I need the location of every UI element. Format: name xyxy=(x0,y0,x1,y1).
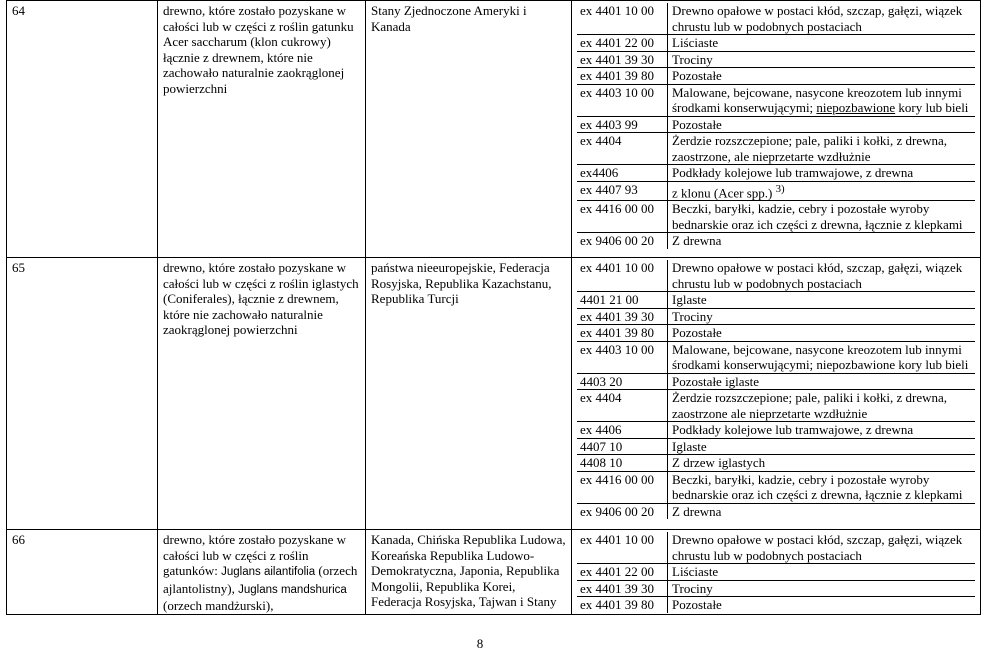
cn-description: Liściaste xyxy=(668,35,976,52)
row-number: 66 xyxy=(7,530,158,615)
row-number: 64 xyxy=(7,1,158,258)
code-row xyxy=(577,201,975,233)
row-countries: Stany Zjednoczone Ameryki i Kanada xyxy=(366,1,572,258)
species-name: Juglans ailantifolia xyxy=(221,566,316,578)
cn-description: Podkłady kolejowe lub tramwajowe, z drewna xyxy=(668,165,976,182)
code-row xyxy=(577,390,975,422)
code-row xyxy=(577,181,975,201)
code-row xyxy=(577,35,975,52)
codes-cell xyxy=(572,530,981,615)
cn-code: ex 4416 00 00 xyxy=(577,201,668,233)
cn-description: Z drzew iglastych xyxy=(668,455,976,472)
cn-code: ex 4404 xyxy=(577,390,668,422)
cn-code: ex 4401 39 30 xyxy=(577,308,668,325)
cn-code: 4408 10 xyxy=(577,455,668,472)
cn-description: Pozostałe xyxy=(668,597,976,613)
cn-code: ex 4416 00 00 xyxy=(577,471,668,503)
description-part: (orzech mandżurski), xyxy=(163,598,274,613)
cn-description: Żerdzie rozszczepione; pale, paliki i kołki, z drewna, zaostrzone ale nieprzetarte wzdłużnie xyxy=(668,390,976,422)
cn-description: Pozostałe xyxy=(668,68,976,85)
cn-description: Z drewna xyxy=(668,503,976,519)
cn-description: Podkłady kolejowe lub tramwajowe, z drewna xyxy=(668,422,976,439)
cn-description xyxy=(668,181,976,201)
cn-code: ex 4401 22 00 xyxy=(577,564,668,581)
code-row xyxy=(577,325,975,342)
codes-table xyxy=(577,260,975,519)
cn-code: 4403 20 xyxy=(577,373,668,390)
cn-description-part: Malowane, bejcowane, nasycone kreozotem lub innymi środkami konserwującymi; xyxy=(672,84,962,115)
code-row xyxy=(577,116,975,133)
code-row xyxy=(577,503,975,519)
cn-description-part: kory lub bieli xyxy=(895,100,969,115)
cn-code: ex4406 xyxy=(577,165,668,182)
code-row xyxy=(577,51,975,68)
cn-description: Malowane, bejcowane, nasycone kreozotem lub innymi środkami konserwującymi; niepozbawione kory lub bieli xyxy=(668,341,976,373)
cn-code: ex 4406 xyxy=(577,422,668,439)
code-row xyxy=(577,471,975,503)
cn-description: Beczki, baryłki, kadzie, cebry i pozostałe wyroby bednarskie oraz ich części z drewna, łącznie z klepkami xyxy=(668,471,976,503)
code-row xyxy=(577,580,975,597)
row-countries: Kanada, Chińska Republika Ludowa, Koreańska Republika Ludowo-Demokratyczna, Japonia, Republika Mongolii, Republika Korei, Federacja Rosyjska, Tajwan i Stany xyxy=(366,530,572,615)
code-row xyxy=(577,455,975,472)
cn-description xyxy=(668,84,976,116)
table-row-64 xyxy=(7,1,981,258)
row-description: drewno, które zostało pozyskane w całości lub w części z roślin iglastych (Coniferales), łącznie z drewnem, które nie zachowało naturalnie zaokrąglonej powierzchni xyxy=(158,258,366,530)
cn-code: ex 4401 22 00 xyxy=(577,35,668,52)
cn-description: Drewno opałowe w postaci kłód, szczap, gałęzi, wiązek chrustu lub w podobnych postaciach xyxy=(668,532,976,564)
code-row xyxy=(577,564,975,581)
cn-code: ex 4403 10 00 xyxy=(577,84,668,116)
cn-description: Trociny xyxy=(668,308,976,325)
codes-table xyxy=(577,3,975,249)
cn-code: ex 4401 10 00 xyxy=(577,260,668,292)
cn-code: ex 4407 93 xyxy=(577,181,668,201)
codes-table xyxy=(577,532,975,613)
row-number: 65 xyxy=(7,258,158,530)
cn-description: Pozostałe iglaste xyxy=(668,373,976,390)
cn-description: Trociny xyxy=(668,51,976,68)
code-row xyxy=(577,3,975,35)
description-part: drewno, które zostało pozyskane w całości lub w części z roślin gatunków: xyxy=(163,532,347,578)
cn-description: Żerdzie rozszczepione; pale, paliki i kołki, z drewna, zaostrzone, ale nieprzetarte wzdłużnie xyxy=(668,133,976,165)
codes-cell xyxy=(572,1,981,258)
cn-code: 4407 10 xyxy=(577,438,668,455)
cn-code: 4401 21 00 xyxy=(577,292,668,309)
cn-description: Trociny xyxy=(668,580,976,597)
code-row xyxy=(577,308,975,325)
cn-description: Drewno opałowe w postaci kłód, szczap, gałęzi, wiązek chrustu lub w podobnych postaciach xyxy=(668,260,976,292)
cn-description: Drewno opałowe w postaci kłód, szczap, gałęzi, wiązek chrustu lub w podobnych postaciach xyxy=(668,3,976,35)
cn-code: ex 4403 99 xyxy=(577,116,668,133)
code-row xyxy=(577,260,975,292)
code-row xyxy=(577,597,975,613)
cn-description-part: z klonu (Acer spp.) xyxy=(672,184,773,200)
code-row xyxy=(577,165,975,182)
cn-description: Liściaste xyxy=(668,564,976,581)
row-description xyxy=(158,530,366,615)
footnote-ref: 3) xyxy=(775,182,785,195)
cn-code: ex 4403 10 00 xyxy=(577,341,668,373)
code-row xyxy=(577,373,975,390)
cn-code: ex 4401 39 80 xyxy=(577,68,668,85)
cn-code: ex 9406 00 20 xyxy=(577,233,668,249)
code-row xyxy=(577,292,975,309)
cn-description: Pozostałe xyxy=(668,116,976,133)
code-row xyxy=(577,68,975,85)
row-description: drewno, które zostało pozyskane w całości lub w części z roślin gatunku Acer saccharum (klon cukrowy) łącznie z drewnem, które nie zachowało naturalnie zaokrąglonej powierzchni xyxy=(158,1,366,258)
description-part: (orzech ajlantolistny), xyxy=(163,563,358,596)
cn-code: ex 4404 xyxy=(577,133,668,165)
code-row xyxy=(577,438,975,455)
table-row-66 xyxy=(7,530,981,615)
code-row xyxy=(577,233,975,249)
underlined-term: niepozbawione xyxy=(816,100,896,115)
cn-code: ex 4401 39 30 xyxy=(577,580,668,597)
code-row xyxy=(577,422,975,439)
cn-description: Z drewna xyxy=(668,233,976,249)
cn-code: ex 4401 39 80 xyxy=(577,597,668,613)
page-number: 8 xyxy=(476,636,484,651)
code-row xyxy=(577,84,975,116)
species-name: Juglans mandshurica xyxy=(238,583,347,596)
cn-code: ex 9406 00 20 xyxy=(577,503,668,519)
cn-description: Iglaste xyxy=(668,438,976,455)
codes-cell xyxy=(572,258,981,530)
row-countries: państwa nieeuropejskie, Federacja Rosyjska, Republika Kazachstanu, Republika Turcji xyxy=(366,258,572,530)
cn-code: ex 4401 10 00 xyxy=(577,532,668,564)
cn-description: Iglaste xyxy=(668,292,976,309)
cn-code: ex 4401 39 30 xyxy=(577,51,668,68)
code-row xyxy=(577,532,975,564)
regulation-table xyxy=(6,0,981,615)
cn-description: Beczki, baryłki, kadzie, cebry i pozostałe wyroby bednarskie oraz ich części z drewna, łącznie z klepkami xyxy=(668,201,976,233)
code-row xyxy=(577,341,975,373)
code-row xyxy=(577,133,975,165)
cn-code: ex 4401 39 80 xyxy=(577,325,668,342)
cn-code: ex 4401 10 00 xyxy=(577,3,668,35)
cn-description: Pozostałe xyxy=(668,325,976,342)
table-row-65 xyxy=(7,258,981,530)
